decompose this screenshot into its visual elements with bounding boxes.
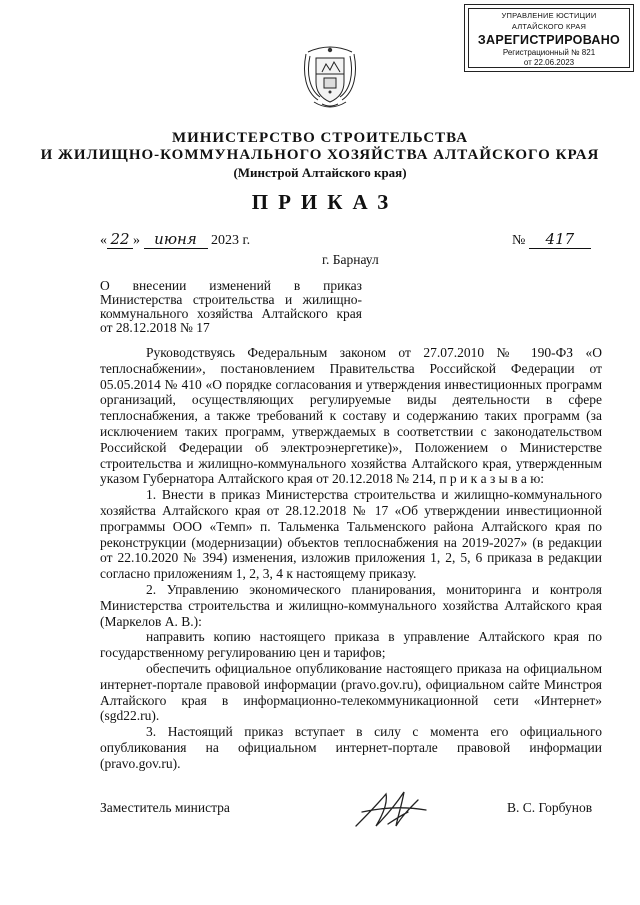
city: г. Барнаул (322, 252, 379, 267)
signatory-name: В. С. Горбунов (507, 800, 593, 815)
number-label: № (512, 233, 526, 248)
subject-line3: коммунального хозяйства Алтайского края (100, 306, 362, 321)
item-2a-paragraph: направить копию настоящего приказа в управление Алтайского края по государственному регулированию цен и тарифов; (100, 629, 602, 661)
stamp-reg-date: от 22.06.2023 (523, 58, 575, 67)
subject-line1: О внесении изменений в приказ (100, 278, 362, 293)
stamp-reg-number: Регистрационный № 821 (502, 48, 596, 57)
item-2-paragraph: 2. Управлению экономического планирования, мониторинга и контроля Министерства строительства и жилищно-коммунального хозяйства Алтайского края (Маркелов А. В.): (100, 581, 602, 629)
date-day: 22 (107, 230, 133, 249)
subject-line2: Министерства строительства и жилищно- (100, 292, 362, 307)
date-year: 2023 г. (211, 233, 251, 248)
item-3-paragraph: 3. Настоящий приказ вступает в силу с момента его официального опубликования на официальном интернет-портале правовой информации (pravo.gov.ru). (100, 724, 602, 771)
stamp-authority-line2: АЛТАЙСКОГО КРАЯ (511, 22, 587, 31)
order-date: « 22 » июня 2023 г. (100, 230, 251, 248)
stamp-status: ЗАРЕГИСТРИРОВАНО (477, 33, 621, 47)
item-2b-paragraph: обеспечить официальное опубликование настоящего приказа на официальном интернет-портале правовой информации (pravo.gov.ru), официальном сайте Минстроя Алтайского края в информационно-телекоммуникационной сети «Интернет» (sgd22.ru). (100, 660, 602, 724)
ministry-name-line1: МИНИСТЕРСТВО СТРОИТЕЛЬСТВА (171, 130, 469, 146)
document-body (100, 345, 602, 772)
stamp-authority-line1: УПРАВЛЕНИЕ ЮСТИЦИИ (501, 11, 597, 20)
number-value: 417 (529, 230, 591, 249)
signatory-position: Заместитель министра (100, 800, 230, 815)
item-1-paragraph: 1. Внести в приказ Министерства строительства и жилищно-коммунального хозяйства Алтайского края от 28.12.2018 № 17 «Об утверждении инвестиционной программы ООО «Темп» п. Тальменка Тальменского района Алтайского края по реконструкции (модернизации) объектов теплоснабжения на 2019-2027» (в редакции от 22.10.2020 № 394) изменения, изложив приложения 1, 2, 5, 6 приказа в редакции согласно приложениям 1, 2, 3, 4 к настоящему приказу. (100, 487, 602, 582)
coat-of-arms-icon (300, 44, 360, 110)
document-type-title: ПРИКАЗ (251, 190, 399, 214)
ministry-short-name: (Минстрой Алтайского края) (233, 165, 407, 180)
order-number (512, 230, 591, 249)
preamble-paragraph: Руководствуясь Федеральным законом от 27.07.2010 № 190-ФЗ «О теплоснабжении», постановлением Правительства Российской Федерации от 05.05.2014 № 410 «О порядке согласования и утверждения инвестиционных программ организаций, осуществляющих регулируемые виды деятельности в сфере теплоснабжения, а также требований к составу и содержанию таких программ (за исключением таких программ, утверждаемых в соответствии с законодательством Российской Федерации об электроэнергетике)», Положением о Министерстве строительства и жилищно-коммунального хозяйства Алтайского края, утвержденным указом Губернатора Алтайского края от 20.12.2018 № 214, п р и к а з ы в а ю: (100, 345, 602, 487)
date-month: июня (144, 230, 208, 249)
subject-line4: от 28.12.2018 № 17 (100, 320, 210, 335)
registration-stamp (464, 4, 634, 72)
ministry-name-line2: И ЖИЛИЩНО-КОММУНАЛЬНОГО ХОЗЯЙСТВА АЛТАЙСКОГО КРАЯ (40, 147, 600, 163)
handwritten-signature-icon (352, 786, 430, 832)
